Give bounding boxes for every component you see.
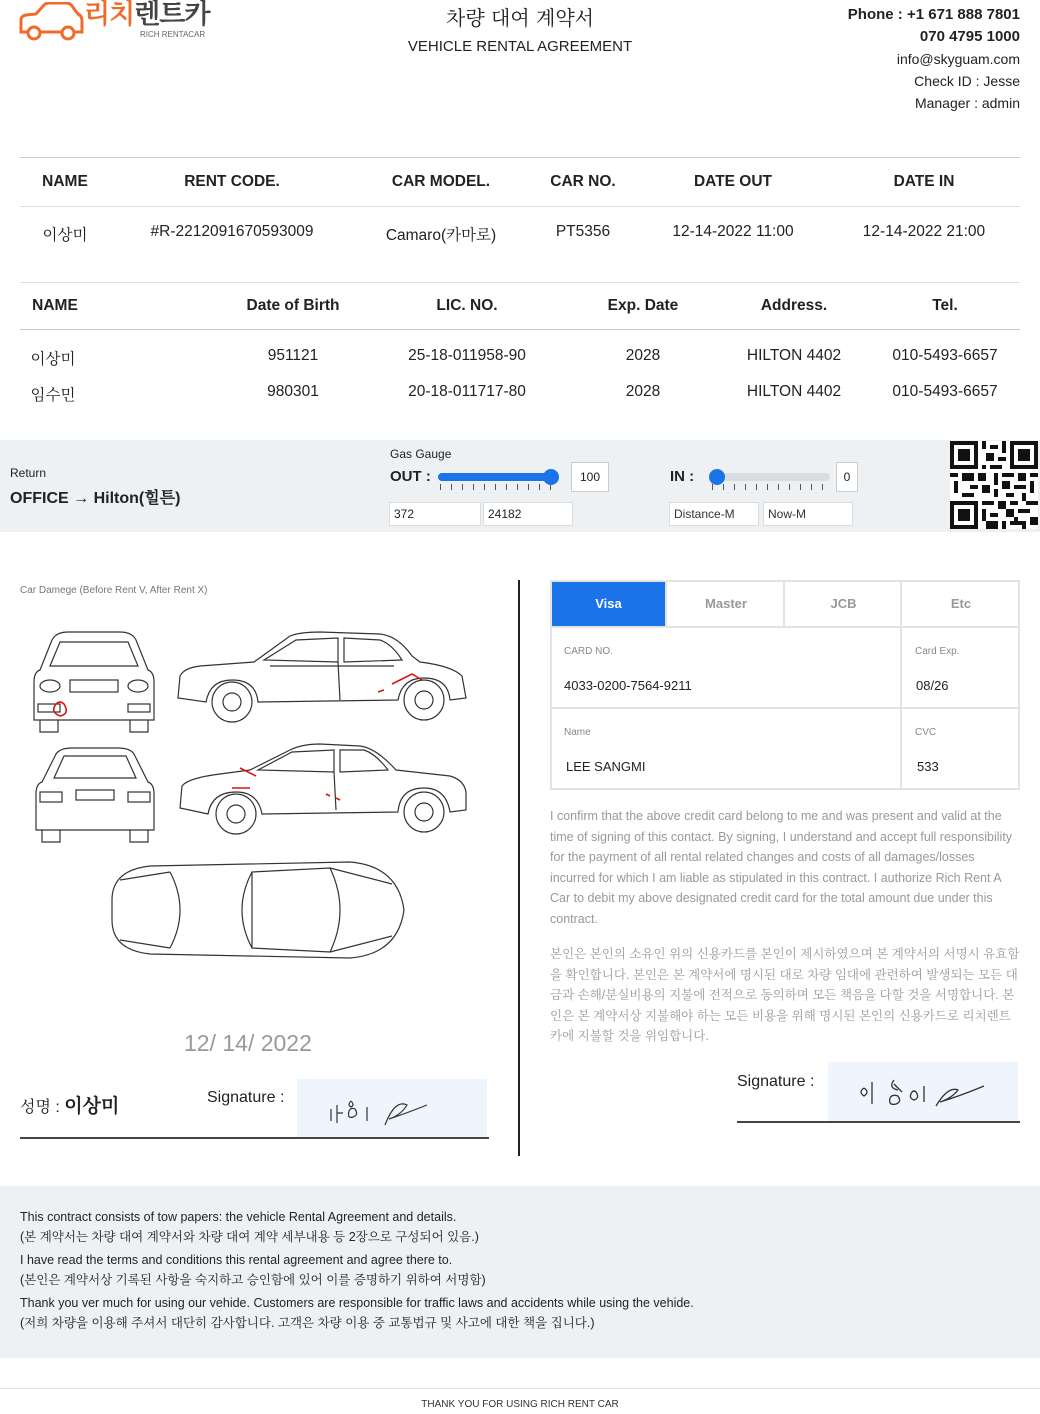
rental-header-carno: CAR NO. <box>550 173 616 190</box>
driver-exp-date: 2028 <box>625 383 661 400</box>
vertical-divider <box>518 580 520 1156</box>
logo-subtitle: RICH RENTACAR <box>140 30 206 39</box>
rental-car-model: Camaro(카마로) <box>385 227 497 244</box>
signature-label: Signature : <box>207 1089 285 1106</box>
footer-line: I have read the terms and conditions this rental agreement and agree there to. <box>20 1253 453 1267</box>
in-slider-ticks <box>712 484 830 490</box>
rental-header-code: RENT CODE. <box>184 173 280 190</box>
footer-line: This contract consists of tow papers: the vehicle Rental Agreement and details. <box>20 1210 457 1224</box>
footer-divider <box>0 1388 1040 1389</box>
card-name-label: Name <box>564 727 591 738</box>
manager: Manager : admin <box>914 95 1020 111</box>
footer-line: (본 계약서는 차량 대여 계약서와 차량 대여 계약 세부내용 등 2장으로 구성되어 있음.) <box>20 1230 479 1244</box>
table-divider <box>20 282 1020 283</box>
in-distance-field[interactable]: Distance-M <box>669 502 759 526</box>
card-divider <box>900 628 902 788</box>
rental-header-dateout: DATE OUT <box>693 173 773 190</box>
out-slider-handle[interactable] <box>543 469 559 485</box>
driver-header-tel: Tel. <box>932 297 958 314</box>
rental-name: 이상미 <box>42 227 88 244</box>
driver-address: HILTON 4402 <box>746 383 842 400</box>
title-english: VEHICLE RENTAL AGREEMENT <box>407 38 633 55</box>
signature-line <box>20 1137 489 1139</box>
damage-date: 12/ 14/ 2022 <box>184 1030 312 1056</box>
rental-date-in: 12-14-2022 21:00 <box>862 223 986 240</box>
phone: Phone : +1 671 888 7801 <box>847 6 1020 23</box>
driver-header-name: NAME <box>32 297 78 314</box>
qr-code-icon <box>950 441 1038 529</box>
rental-header-datein: DATE IN <box>893 173 955 190</box>
driver-header-dob: Date of Birth <box>246 297 340 314</box>
email: info@skyguam.com <box>896 51 1020 67</box>
out-value[interactable]: 100 <box>571 462 609 492</box>
driver-address: HILTON 4402 <box>746 347 842 364</box>
driver-license: 20-18-011717-80 <box>408 383 526 400</box>
driver-tel: 010-5493-6657 <box>892 383 998 400</box>
table-divider <box>20 206 1020 207</box>
damage-marks <box>54 674 422 800</box>
signature-image <box>828 1062 1018 1122</box>
driver-license: 25-18-011958-90 <box>408 347 526 364</box>
card-exp-label: Card Exp. <box>915 646 960 657</box>
driver-name: 임수민 <box>30 387 76 404</box>
damage-mark <box>240 768 256 776</box>
card-divider <box>552 707 1018 709</box>
tab-etc[interactable]: Etc <box>904 582 1018 626</box>
in-value[interactable]: 0 <box>836 462 858 492</box>
return-route: OFFICE → Hilton(힐튼) <box>10 490 181 507</box>
rental-header-name: NAME <box>42 173 88 190</box>
table-divider <box>20 157 1020 158</box>
phone-2: 070 4795 1000 <box>919 28 1020 45</box>
out-slider-fill <box>438 473 558 481</box>
tab-jcb[interactable]: JCB <box>787 582 902 626</box>
out-label: OUT : <box>390 468 431 485</box>
name-field <box>20 1091 119 1118</box>
card-no-value[interactable]: 4033-0200-7564-9211 <box>564 678 692 693</box>
signature-box-1[interactable] <box>297 1079 487 1137</box>
car-top-view <box>112 862 404 958</box>
damage-mark <box>378 690 384 692</box>
confirm-text-korean: 본인은 본인의 소유인 위의 신용카드를 본인이 제시하였으며 본 계약서의 서명시 유효함을 확인합니다. 본인은 본 계약서에 명시된 대로 차량 임대에 관련하여 발생되는 모든 대금과 손해/분실비용의 지불에 전적으로 동의하며 모든 책음을 다할 것을 서명합니다. 본인은 본 계약서상 지불해야 하는 모든 비용을 위해 명시된 본인의 신용카드로 리치렌트카에 지불할 것을 위임합니다. <box>550 947 1020 1043</box>
return-label: Return <box>10 466 47 480</box>
logo-text: 리치렌트카 <box>84 0 210 30</box>
car-front-view <box>34 632 154 732</box>
card-divider <box>552 626 1018 628</box>
damage-title: Car Damege (Before Rent V, After Rent X) <box>20 585 208 596</box>
tab-visa[interactable]: Visa <box>552 582 667 626</box>
title-korean: 차량 대여 계약서 <box>446 6 594 30</box>
cvc-value[interactable]: 533 <box>917 759 939 774</box>
name-label: 성명 : <box>20 1099 60 1116</box>
driver-header-expdate: Exp. Date <box>607 297 679 314</box>
rental-date-out: 12-14-2022 11:00 <box>672 223 794 240</box>
driver-name: 이상미 <box>30 351 76 368</box>
in-slider[interactable] <box>710 473 830 483</box>
car-rear-view <box>36 748 154 842</box>
driver-dob: 951121 <box>267 347 319 364</box>
footer-line: (저희 차량을 이용해 주셔서 대단히 감사합니다. 고객은 차량 이용 중 교통법규 및 사고에 대한 책을 집니다.) <box>20 1316 595 1330</box>
cvc-label: CVC <box>915 727 937 738</box>
damage-mark <box>326 794 340 800</box>
footer-text <box>20 1207 1020 1333</box>
rental-code: #R-2212091670593009 <box>150 223 314 240</box>
table-divider <box>20 329 1020 330</box>
card-exp-value[interactable]: 08/26 <box>916 678 949 693</box>
thanks-text: THANK YOU FOR USING RICH RENT CAR <box>421 1399 619 1410</box>
driver-header-licno: LIC. NO. <box>436 297 498 314</box>
card-no-label: CARD NO. <box>564 646 613 657</box>
signature-image <box>297 1079 487 1137</box>
footer-line: Thank you ver much for using our vehide. Customers are responsible for traffic laws and accidents while using the vehide. <box>20 1296 694 1310</box>
out-odometer-field[interactable]: 24182 <box>483 502 573 526</box>
card-signature-line <box>737 1121 1020 1123</box>
gas-gauge-label: Gas Gauge <box>390 447 452 461</box>
car-side-view-left <box>180 744 466 834</box>
check-id: Check ID : Jesse <box>914 73 1020 89</box>
driver-dob: 980301 <box>267 383 319 400</box>
card-name-value[interactable]: LEE SANGMI <box>566 759 646 774</box>
driver-tel: 010-5493-6657 <box>892 347 998 364</box>
contact-block <box>848 4 1020 114</box>
tab-master[interactable]: Master <box>669 582 785 626</box>
in-slider-handle[interactable] <box>709 469 725 485</box>
driver-exp-date: 2028 <box>625 347 661 364</box>
rental-header-model: CAR MODEL. <box>391 173 491 190</box>
in-label: IN : <box>670 468 695 485</box>
out-slider[interactable] <box>438 473 558 483</box>
confirm-text-english: I confirm that the above credit card belong to me and was present and valid at the time of signing of this contact. By signing, I understand and accept full responsibility for the payment of all rental related changes and costs of all damages/losses incurred for which I am liable as stipulated in this contract. I authorize Rich Rent A Car to debit my above designated credit card for the total amount due under this contract. <box>550 809 1013 926</box>
in-odometer-field[interactable]: Now-M <box>763 502 853 526</box>
driver-header-address: Address. <box>760 297 828 314</box>
out-distance-field[interactable]: 372 <box>389 502 481 526</box>
name-value: 이상미 <box>64 1096 120 1117</box>
car-damage-diagram <box>20 610 490 1000</box>
out-slider-ticks <box>440 484 558 490</box>
car-side-view-right <box>178 632 466 722</box>
rental-car-no: PT5356 <box>555 223 611 240</box>
card-signature-label: Signature : <box>737 1073 815 1090</box>
footer-line: (본인은 계약서상 기록된 사항을 숙지하고 승인함에 있어 이를 증명하기 위하여 서명함) <box>20 1273 486 1287</box>
signature-box-2[interactable] <box>828 1062 1018 1122</box>
